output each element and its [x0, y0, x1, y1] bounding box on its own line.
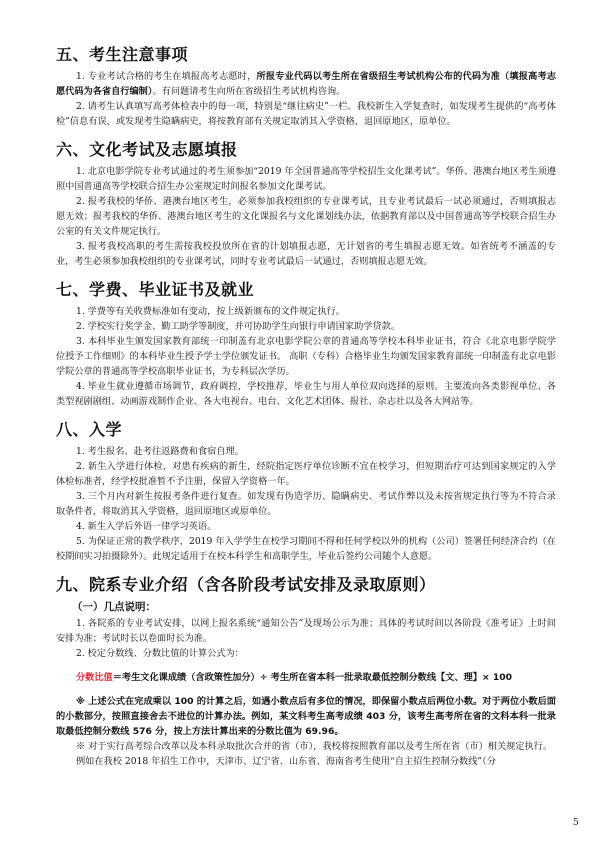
section-8-paragraph-1: 1. 考生报名、赴考往返路费和食宿自理。 — [76, 446, 244, 457]
section-9-subtitle: （一）几点说明： — [72, 601, 156, 613]
section-7-title: 七、学费、毕业证书及就业 — [56, 280, 255, 299]
formula-label: 分数比值 — [76, 672, 113, 684]
section-5-title: 五、考生注意事项 — [56, 45, 189, 64]
section-8-paragraph-5: 5. 为保证正常的教学秩序，2019 年入学学生在校学习期间不得和任何学校以外的机构（公司）签署任何经济合约（在校期间实习拍摄除外）。此规定适用于在校本科学生和高职学生，毕业后签约公司随个人意愿。 — [56, 536, 556, 562]
page-content — [56, 42, 556, 777]
section-8-title: 八、入学 — [56, 420, 123, 439]
section-7-paragraph-1: 1. 学费等有关收费标准如有变动，按上级新颁布的文件规定执行。 — [76, 306, 345, 317]
section-5-paragraph-1 — [56, 69, 556, 99]
section-9-paragraph-1: 1. 各院系的专业考试安排，以网上报名系统“通知公告”及现场公示为准；具体的考试时间以各阶段《准考证》上时间安排为准；考试时长以卷面时长为准。 — [56, 618, 556, 644]
section-6-paragraph-3: 3. 报考我校高职的考生需按我校投放所在省的计划填报志愿，无计划省的考生填报志愿无效。如省统考不涵盖的专业，考生必须参加我校组织的专业课考试，同时专业考试最后一试通过，否则填报志愿无效。 — [56, 241, 556, 267]
section-9 — [56, 572, 556, 769]
section-7 — [56, 277, 556, 409]
section-9-paragraph-3: 例如在我校 2018 年招生工作中，天津市、辽宁省、山东省、海南省考生使用“自主招生控制分数线”（分 — [76, 756, 496, 768]
text-span: 。有问题请考生向所在省级招生考试机构咨询。 — [152, 86, 346, 97]
section-8-paragraph-3: 3. 三个月内对新生按报考条件进行复查。如发现有伪造学历、隐瞒病史、考试作弊以及未按省规定执行等为不符合录取条件者，将取消其入学资格，退回原地区或原单位。 — [56, 491, 556, 517]
section-9-paragraph-2: 2. 校定分数线、分数比值的计算公式为： — [76, 648, 244, 659]
section-6-paragraph-1: 1. 北京电影学院专业考试通过的考生须参加“2019 年全国普通高等学校招生文化课考试”。华侨、港澳台地区考生须遵照中国普通高等学校联合招生办公室规定时间报名参加文化课考试。 — [56, 166, 556, 192]
section-7-paragraph-3: 3. 本科毕业生颁发国家教育部统一印制盖有北京电影学院公章的普通高等学校本科毕业证书，符合《北京电影学院学位授予工作细则》的本科毕业生授予学士学位颁发证书。 高职（专科）合格毕业生均颁发国家教育部统一印制盖有北京电影学院公章的普通高等学校高职毕业证书，为专科层次学历。 — [56, 336, 556, 377]
text-span: 1. 专业考试合格的考生在填报高考志愿时， — [76, 71, 257, 82]
section-6-title: 六、文化考试及志愿填报 — [56, 140, 238, 159]
bold-text: 所报专业代码以考生所在省级招生考试机构公布的代码为准（填报高考志愿代码为各省自行编制） — [56, 71, 557, 97]
page-number: 5 — [573, 818, 579, 828]
section-5-paragraph-2: 2. 请考生认真填写高考体检表中的每一项，特别是“继往病史”一栏。我校新生入学复查时，如发现考生提供的“高考体检”信息有误，或发现考生隐瞒病史，将按教育部有关规定取消其入学资格，退回原地区，原单位。 — [56, 101, 556, 127]
section-8-paragraph-2: 2. 新生入学进行体检，对患有疾病的新生，经院指定医疗单位诊断不宜在校学习，但短期治疗可达到国家规定的入学体检标准者，经学校批准暂不予注册，保留入学资格一年。 — [56, 461, 556, 487]
score-ratio-formula — [56, 670, 556, 685]
section-8 — [56, 417, 556, 564]
formula-note-2: ※ 对于实行高考综合改革以及本科录取批次合并的省（市），我校将按照教育部以及考生所在省（市）相关规定执行。 — [76, 741, 553, 753]
section-6-paragraph-2: 2. 报考我校的华侨、港澳台地区考生，必须参加我校组织的专业课考试，且专业考试最后一试必须通过，否则填报志愿无效；报考我校的华侨、港澳台地区考生的文化课报名与文化课划线办法，依据教育部以及中国普通高等学校联合招生办公室的有关文件规定执行。 — [56, 196, 556, 237]
section-7-paragraph-4: 4. 毕业生就业遵循市场调节，政府调控，学校推荐，毕业生与用人单位双向选择的原则。主要流向各类影视单位、各类型视剧剧组、动画游戏制作企业、各大电视台、电台、文化艺术团体、报社、杂志社以及各大网站等。 — [56, 381, 556, 407]
section-5 — [56, 42, 556, 129]
section-8-paragraph-4: 4. 新生入学后外语一律学习英语。 — [76, 521, 217, 532]
section-7-paragraph-2: 2. 学校实行奖学金、勤工助学等制度，并可协助学生向银行申请国家助学贷款。 — [76, 321, 401, 332]
section-9-title: 九、院系专业介绍（含各阶段考试安排及录取原则） — [56, 575, 436, 594]
formula-note-1: ※ 上述公式在完成乘以 100 的计算之后，如遇小数点后有多位的情况，即保留小数点后两位小数。对于两位小数后面的小数部分，按照直接舍去不进位的计算办法。例如，某文科考生高考成绩 403 分，该考生高考所在省的文科本科一批录取最低控制分数线 576 分，按上方法计算出来的分数比值为 69.96。 — [56, 696, 556, 738]
formula-body: ＝考生文化课成绩（含政策性加分）÷ 考生所在省本科一批录取最低控制分数线【文、理】× 100 — [112, 672, 513, 684]
section-6 — [56, 137, 556, 269]
